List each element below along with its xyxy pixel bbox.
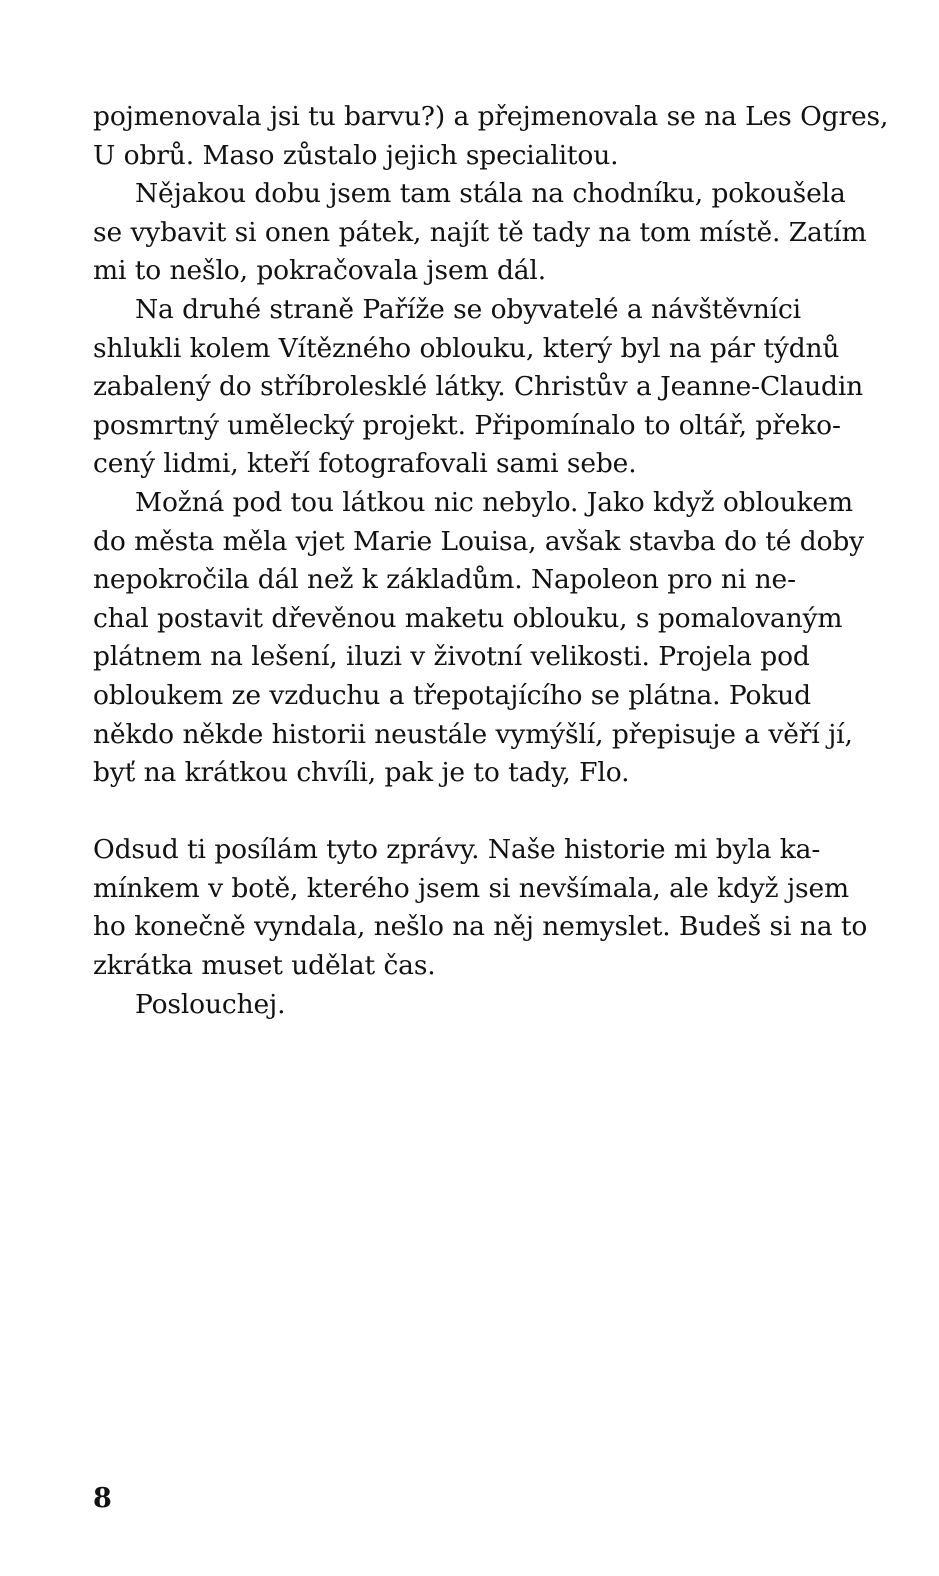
text-line: cený lidmi, kteří fotografovali sami sebe. (93, 448, 637, 480)
text-line: chal postavit dřevěnou maketu oblouku, s pomalovaným (93, 602, 843, 634)
paragraph-5 (93, 831, 868, 985)
text-line: zabalený do stříbrolesklé látky. Christův a Jeanne-Claudin (93, 371, 864, 403)
text-line: Odsud ti posílám tyto zprávy. Naše historie mi byla ka- (93, 834, 821, 866)
paragraph-break-spacer (93, 793, 794, 832)
paragraph-6 (93, 986, 794, 1025)
text-line: plátnem na lešení, iluzi v životní velikosti. Projela pod (93, 641, 810, 673)
text-line: shlukli kolem Vítězného oblouku, který byl na pár týdnů (93, 332, 840, 364)
paragraph-4 (93, 484, 865, 793)
page-number: 8 (93, 1483, 112, 1514)
paragraph-3 (93, 291, 864, 484)
text-line: Na druhé straně Paříže se obyvatelé a návštěvníci (135, 293, 801, 325)
text-line: do města měla vjet Marie Louisa, avšak stavba do té doby (93, 525, 865, 557)
text-line: někdo někde historii neustále vymýšlí, přepisuje a věří jí, (93, 718, 853, 750)
text-line: mi to nešlo, pokračovala jsem dál. (93, 255, 546, 287)
text-line: Nějakou dobu jsem tam stála na chodníku, pokoušela (135, 178, 846, 210)
text-line: mínkem v botě, kterého jsem si nevšímala, ale když jsem (93, 872, 849, 904)
paragraph-2 (93, 175, 867, 291)
text-line: obloukem ze vzduchu a třepotajícího se plátna. Pokud (93, 679, 811, 711)
text-line: U obrů. Maso zůstalo jejich specialitou. (93, 139, 619, 171)
text-line: Poslouchej. (135, 988, 286, 1020)
paragraph-1 (93, 98, 889, 175)
text-line: zkrátka muset udělat čas. (93, 950, 436, 982)
text-line: byť na krátkou chvíli, pak je to tady, Flo. (93, 757, 630, 789)
text-line: Možná pod tou látkou nic nebylo. Jako když obloukem (135, 486, 853, 518)
text-line: se vybavit si onen pátek, najít tě tady na tom místě. Zatím (93, 216, 867, 248)
text-line: ho konečně vyndala, nešlo na něj nemyslet. Budeš si na to (93, 911, 868, 943)
text-line: nepokročila dál než k základům. Napoleon pro ni ne- (93, 564, 796, 596)
page-text-block (93, 98, 889, 1024)
text-line: posmrtný umělecký projekt. Připomínalo to oltář, překo- (93, 409, 841, 441)
text-line: pojmenovala jsi tu barvu?) a přejmenovala se na Les Ogres, (93, 101, 889, 132)
